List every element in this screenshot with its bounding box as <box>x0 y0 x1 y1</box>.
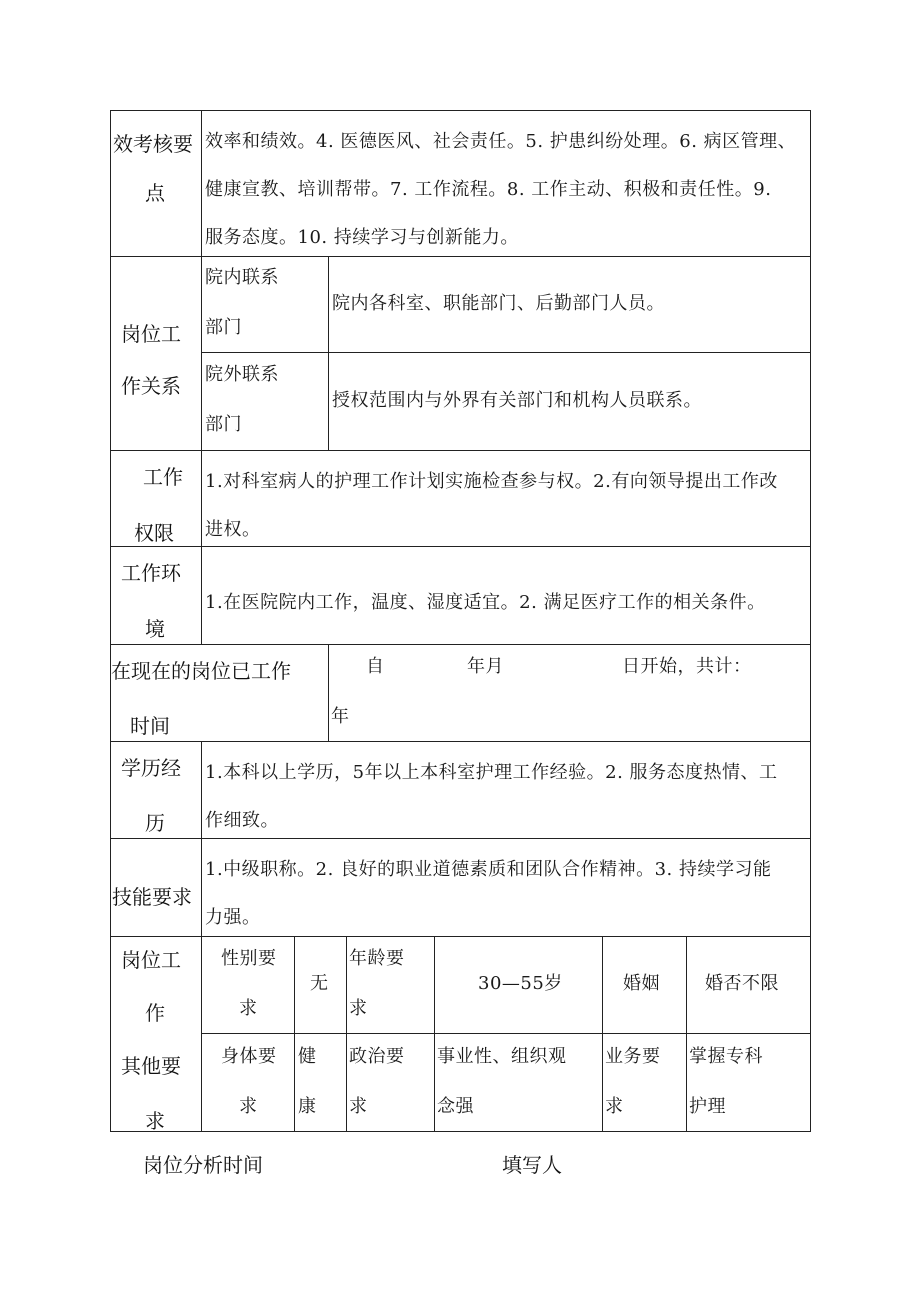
tenure-year-month: 年月 <box>467 656 504 677</box>
tenure-day-start: 日开始，共计： <box>622 656 752 677</box>
career-requirement-line2: 念强 <box>437 1096 474 1117</box>
other-grid-v2 <box>346 936 347 1132</box>
age-label-line1: 年龄要 <box>349 948 405 969</box>
education-text-line2: 作细致。 <box>205 810 279 831</box>
tenure-header-line1: 在现在的岗位已工作 <box>111 659 291 683</box>
health-value-line1: 健 <box>298 1046 317 1067</box>
age-value: 30—55岁 <box>478 973 563 994</box>
assessment-header-line2: 点 <box>145 181 165 205</box>
environment-header-line2: 境 <box>145 617 165 641</box>
environment-header-line1: 工作环 <box>121 561 181 585</box>
assessment-text-line3: 服务态度。10. 持续学习与创新能力。 <box>205 227 519 248</box>
skills-header: 技能要求 <box>112 885 192 909</box>
career-requirement-line1: 事业性、组织观 <box>437 1046 567 1067</box>
environment-text-line1: 1.在医院院内工作，温度、湿度适宜。2. 满足医疗工作的相关条件。 <box>205 592 766 613</box>
education-header-line2: 历 <box>145 811 165 835</box>
tenure-years: 年 <box>331 706 350 727</box>
other-grid-v5 <box>686 936 687 1132</box>
table-border-left <box>110 110 111 1132</box>
gender-value: 无 <box>310 973 329 994</box>
relations-header-line1: 岗位工 <box>121 322 181 346</box>
row-line-2 <box>110 450 811 451</box>
row-line-5 <box>110 741 811 742</box>
internal-contact-label-line2: 部门 <box>205 317 242 338</box>
external-contact-value: 授权范围内与外界有关部门和机构人员联系。 <box>332 390 702 411</box>
business-value-line1: 掌握专科 <box>689 1046 763 1067</box>
assessment-text-line2: 健康宣教、培训帮带。7. 工作流程。8. 工作主动、积极和责任性。9. <box>205 179 772 200</box>
gender-label-line1: 性别要 <box>221 948 277 969</box>
relations-divider <box>328 256 329 450</box>
tenure-divider <box>328 645 329 741</box>
other-grid-v4 <box>602 936 603 1132</box>
education-text-line1: 1.本科以上学历，5年以上本科室护理工作经验。2. 服务态度热情、工 <box>205 762 778 783</box>
health-label-line1: 身体要 <box>221 1046 277 1067</box>
tenure-header-line2: 时间 <box>130 714 170 738</box>
authority-header-line1: 工作 <box>143 465 183 489</box>
other-grid-v1 <box>294 936 295 1132</box>
health-label-line2: 求 <box>239 1096 258 1117</box>
authority-text-line2: 进权。 <box>205 519 261 540</box>
row-line-relations-mid <box>201 352 811 353</box>
external-contact-label-line2: 部门 <box>205 414 242 435</box>
authority-text-line1: 1.对科室病人的护理工作计划实施检查参与权。2.有向领导提出工作改 <box>205 471 778 492</box>
external-contact-label-line1: 院外联系 <box>205 364 279 385</box>
education-header-line1: 学历经 <box>121 756 181 780</box>
assessment-text-line1: 效率和绩效。4. 医德医风、社会责任。5. 护患纠纷处理。6. 病区管理、 <box>205 131 797 152</box>
other-header-line3: 其他要 <box>121 1054 181 1078</box>
other-header-line2: 作 <box>145 1001 165 1025</box>
politics-label-line1: 政治要 <box>349 1046 405 1067</box>
marriage-label: 婚姻 <box>623 973 660 994</box>
gender-label-line2: 求 <box>239 998 258 1019</box>
business-value-line2: 护理 <box>689 1096 726 1117</box>
filled-by-label: 填写人 <box>502 1153 562 1177</box>
health-value-line2: 康 <box>298 1096 317 1117</box>
other-header-line1: 岗位工 <box>121 948 181 972</box>
business-label-line1: 业务要 <box>605 1046 661 1067</box>
analysis-time-label: 岗位分析时间 <box>143 1153 263 1177</box>
authority-header-line2: 权限 <box>134 521 174 545</box>
internal-contact-value: 院内各科室、职能部门、后勤部门人员。 <box>332 293 665 314</box>
skills-text-line1: 1.中级职称。2. 良好的职业道德素质和团队合作精神。3. 持续学习能 <box>205 859 772 880</box>
internal-contact-label-line1: 院内联系 <box>205 267 279 288</box>
skills-text-line2: 力强。 <box>205 907 261 928</box>
header-divider <box>201 110 202 645</box>
age-label-line2: 求 <box>349 998 368 1019</box>
other-grid-v3 <box>434 936 435 1132</box>
marriage-value: 婚否不限 <box>705 973 779 994</box>
row-line-top <box>110 110 811 111</box>
politics-label-line2: 求 <box>349 1096 368 1117</box>
business-label-line2: 求 <box>605 1096 624 1117</box>
assessment-header-line1: 效考核要 <box>113 132 193 156</box>
relations-header-line2: 作关系 <box>121 374 181 398</box>
tenure-from: 自 <box>366 656 385 677</box>
row-line-bottom <box>110 1131 811 1132</box>
table-border-right <box>810 110 811 1132</box>
other-header-line4: 求 <box>145 1109 165 1133</box>
